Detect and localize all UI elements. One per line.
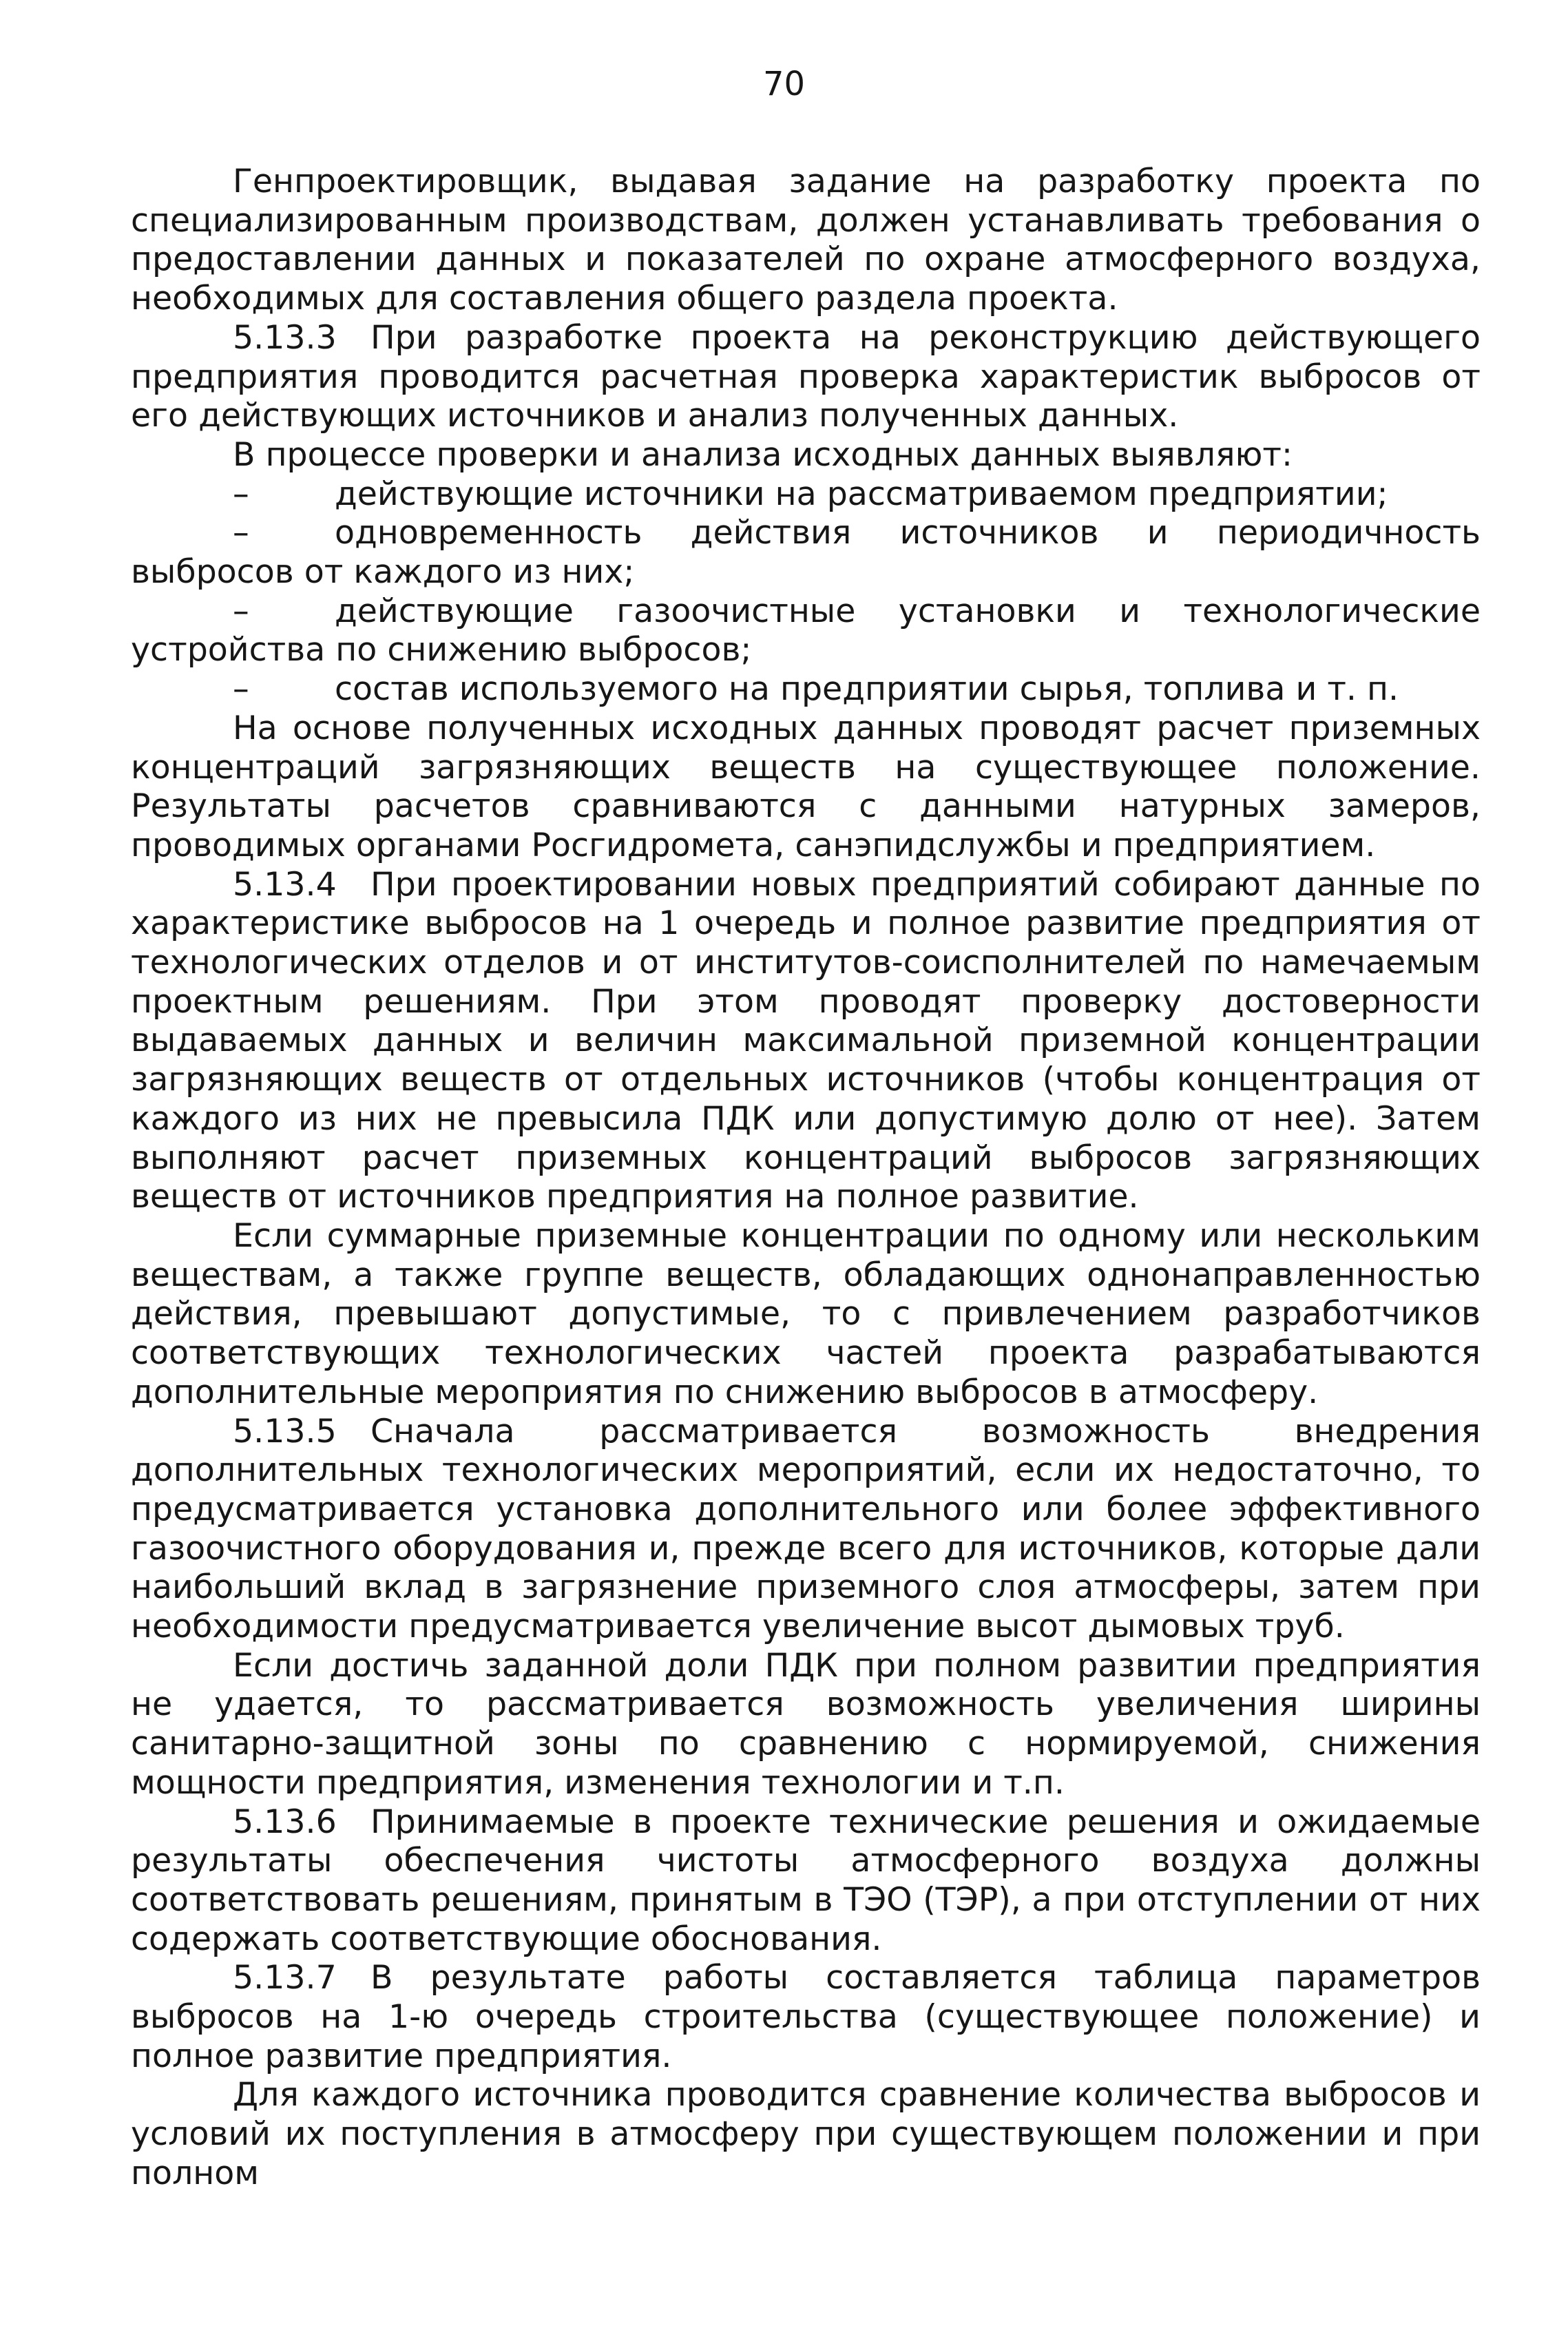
page-number: 70 [762,65,806,103]
section-number: 5.13.5 [233,1412,337,1451]
paragraph-text: В процессе проверки и анализа исходных данных выявляют: [233,435,1293,474]
paragraph-text: При разработке проекта на реконструкцию действующего предприятия проводится расчетная проверка характеристик выбросов от его действующих источников и анализ полученных данных. [131,318,1481,435]
list-item [131,670,1481,709]
paragraph-text: В результате работы составляется таблица параметров выбросов на 1-ю очередь строительства (существующее положение) и полное развитие предприятия. [131,1959,1481,2075]
paragraph-text: Принимаемые в проекте технические решения и ожидаемые результаты обеспечения чистоты атмосферного воздуха должны соответствовать решениям, принятым в ТЭО (ТЭР), а при отступлении от них содержать соответствующие обоснования. [131,1802,1481,1958]
section-number: 5.13.7 [233,1959,337,1997]
paragraph-text: На основе полученных исходных данных проводят расчет приземных концентраций загрязняющих веществ на существующее положение. Результаты расчетов сравниваются с данными натурных замеров, проводимых органами Росгидромета, санэпидслужбы и предприятием. [131,709,1481,864]
paragraph-text: Сначала рассматривается возможность внедрения дополнительных технологических мероприятий, если их недостаточно, то предусматривается установка дополнительного или более эффективного газоочистного оборудования и, прежде всего для источников, которые дали наибольший вклад в загрязнение приземного слоя атмосферы, затем при необходимости предусматривается увеличение высот дымовых труб. [131,1412,1481,1646]
paragraph-text: Для каждого источника проводится сравнение количества выбросов и условий их поступления в атмосферу при существующем положении и при полном [131,2076,1481,2192]
body-paragraph [131,436,1481,475]
paragraph-text: При проектировании новых предприятий собирают данные по характеристике выбросов на 1 очередь и полное развитие предприятия от технологических отделов и от институтов-соисполнителей по намечаемым проектным решениям. При этом проводят проверку достоверности выдаваемых данных и величин максимальной приземной концентрации загрязняющих веществ от отдельных источников (чтобы концентрация от каждого из них не превысила ПДК или допустимую долю от нее). Затем выполняют расчет приземных концентраций выбросов загрязняющих веществ от источников предприятия на полное развитие. [131,865,1481,1216]
section-paragraph [131,1413,1481,1647]
list-item [131,475,1481,514]
paragraph-text: Если суммарные приземные концентрации по одному или нескольким веществам, а также группе веществ, обладающих однонаправленностью действия, превышают допустимые, то с привлечением разработчиков соответствующих технологических частей проекта разрабатываются дополнительные мероприятия по снижению выбросов в атмосферу. [131,1216,1481,1411]
paragraph-text: Генпроектировщик, выдавая задание на разработку проекта по специализированным производствам, должен устанавливать требования о предоставлении данных и показателей по охране атмосферного воздуха, необходимых для составления общего раздела проекта. [131,163,1481,318]
section-paragraph [131,1959,1481,2076]
list-item [131,514,1481,592]
section-paragraph [131,866,1481,1217]
section-number: 5.13.6 [233,1802,337,1841]
body-paragraph [131,2076,1481,2193]
body-paragraph [131,163,1481,319]
document-body [131,163,1481,2194]
paragraph-text: действующие источники на рассматриваемом предприятии; [335,475,1388,513]
list-item [131,592,1481,670]
section-paragraph [131,319,1481,436]
body-paragraph [131,1217,1481,1413]
paragraph-text: действующие газоочистные установки и технологические устройства по снижению выбросов; [131,592,1481,669]
body-paragraph [131,1647,1481,1803]
section-number: 5.13.4 [233,865,337,904]
list-dash: – [233,475,249,513]
paragraph-text: Если достичь заданной доли ПДК при полном развитии предприятия не удается, то рассматривается возможность увеличения ширины санитарно-защитной зоны по сравнению с нормируемой, снижения мощности предприятия, изменения технологии и т.п. [131,1646,1481,1802]
section-paragraph [131,1803,1481,1959]
list-dash: – [233,670,249,709]
body-paragraph [131,709,1481,866]
paragraph-text: состав используемого на предприятии сырья, топлива и т. п. [335,670,1399,709]
section-number: 5.13.3 [233,318,337,357]
paragraph-text: одновременность действия источников и периодичность выбросов от каждого из них; [131,514,1481,592]
list-dash: – [233,592,249,630]
list-dash: – [233,514,249,552]
